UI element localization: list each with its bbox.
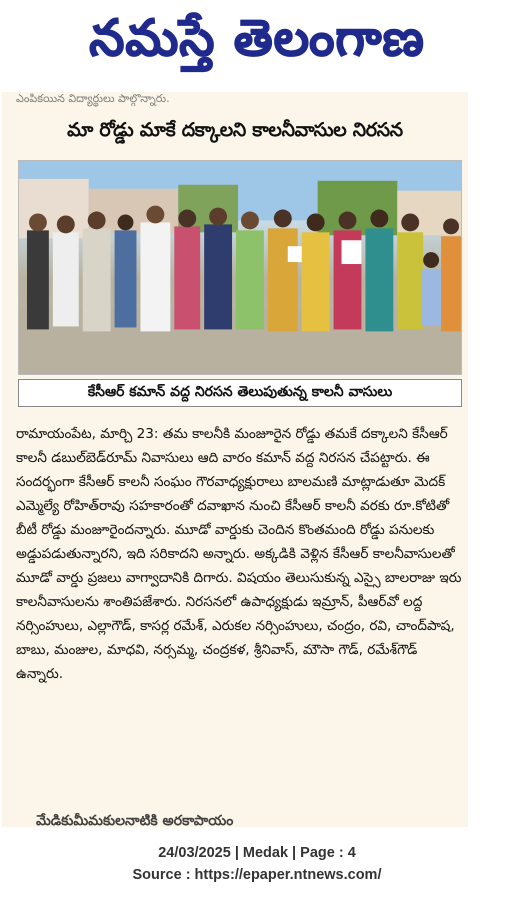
protest-photo-image [19,161,461,374]
cut-bottom-text: మేడికుమీమకులనాటికి అరకాపాయం [36,813,234,827]
newspaper-title: నమస్తే తెలంగాణ [89,8,425,67]
article-body: రామాయంపేట, మార్చి 23: తమ కాలనీకి మంజూరైన రోడ్డు తమకే దక్కాలని కేసీఆర్ కాలనీ డబుల్‌బెడ్‌రూమ్ నివాసులు ఆది వారం కమాన్ వద్ద నిరసన చేపట్టారు. ఈ సందర్భంగా కేసీఆర్ కాలనీ సంఘం గౌరవాధ్యక్షురాలు బాలమణి మాట్లాడుతూ మెదక్ ఎమ్మెల్యే రోహిత్‌రావు సహకారంతో దవాఖాన నుంచి కేసీఆర్ కాలనీ వరకు రూ.కోటితో బీటీ రోడ్డు మంజూరైందన్నారు. మూడో వార్డుకు చెందిన కొంతమంది రోడ్డు పనులకు అడ్డుపడుతున్నారని, ఇది సరికాదని అన్నారు. అక్కడికి వెళ్లిన కేసీఆర్ కాలనీవాసులతో మూడో వార్డు ప్రజలు వాగ్వాదానికి దిగారు. విషయం తెలుసుకున్న ఎస్సై బాలరాజు ఇరు కాలనీవాసులను శాంతిపజేశారు. నిరసనలో ఉపాధ్యక్షుడు ఇమ్రాన్, పీఆర్‌వో లద్ద నర్సింహులు, ఎల్లాగౌడ్, కాసర్ల రమేశ్, ఎరుకల నర్సింహులు, చంద్రం, రవి, చాంద్‌పాష, బాబు, మంజుల, మాధవి, నర్సమ్మ, చంద్రకళ, శ్రీనివాస్, మౌసా గౌడ్, రమేశ్‌గౌడ్ ఉన్నారు. [16,426,462,682]
masthead [0,0,514,88]
page-footer [0,842,514,886]
photo-caption: కేసీఆర్ కమాన్ వద్ద నిరసన తెలుపుతున్న కాలనీ వాసులు [18,379,462,407]
dateline: 24/03/2025 | Medak | Page : 4 [158,845,356,861]
cut-top-text: ఎంపికయిన విద్యార్థులు పాల్గొన్నారు. [16,92,170,105]
protest-photo [18,160,462,375]
source-link[interactable]: Source : https://epaper.ntnews.com/ [132,867,382,883]
newspaper-clipping [2,92,468,827]
article-headline: మా రోడ్డు మాకే దక్కాలని కాలనీవాసుల నిరసన [67,118,403,141]
